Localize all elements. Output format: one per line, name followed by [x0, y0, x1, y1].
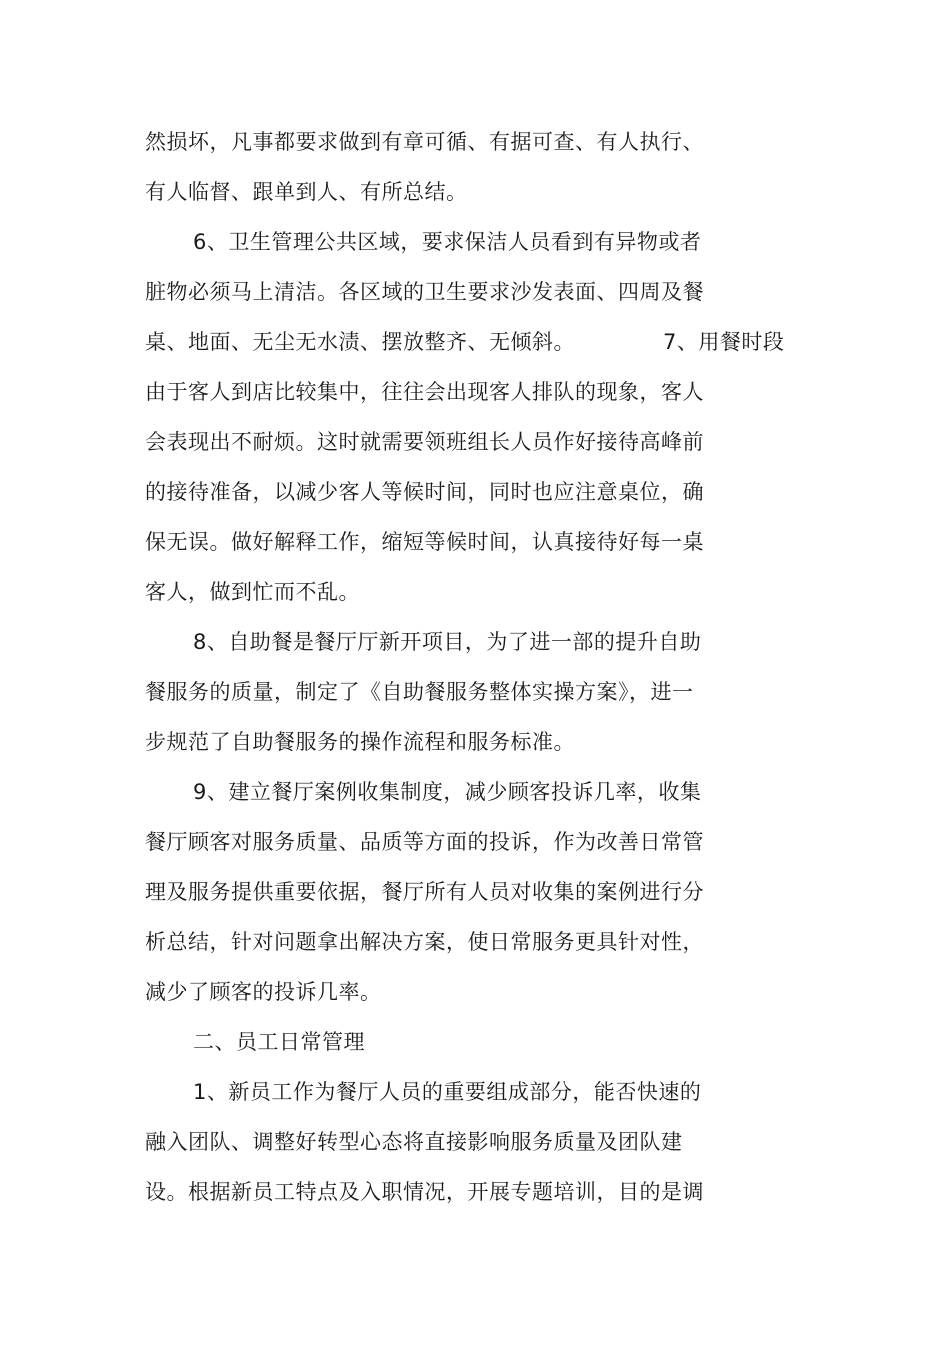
text-line: 客人，做到忙而不乱。 [145, 580, 360, 604]
text-line: 8、自助餐是餐厅厅新开项目，为了进一部的提升自助 [193, 630, 702, 654]
text-line: 7、用餐时段 [663, 330, 785, 354]
text-line: 析总结，针对问题拿出解决方案，使日常服务更具针对性， [145, 930, 704, 954]
text-line: 步规范了自助餐服务的操作流程和服务标准。 [145, 730, 575, 754]
section-heading: 二、员工日常管理 [193, 1030, 365, 1054]
text-line: 餐服务的质量，制定了《自助餐服务整体实操方案》，进一 [145, 680, 694, 704]
text-line: 设。根据新员工特点及入职情况，开展专题培训，目的是调 [145, 1180, 704, 1204]
text-line: 餐厅顾客对服务质量、品质等方面的投诉，作为改善日常管 [145, 830, 704, 854]
text-line: 理及服务提供重要依据，餐厅所有人员对收集的案例进行分 [145, 880, 704, 904]
text-line: 9、建立餐厅案例收集制度，减少顾客投诉几率，收集 [193, 780, 702, 804]
text-line: 减少了顾客的投诉几率。 [145, 980, 382, 1004]
text-line: 脏物必须马上清洁。各区域的卫生要求沙发表面、四周及餐 [145, 280, 704, 304]
text-line: 然损坏，凡事都要求做到有章可循、有据可查、有人执行、 [145, 130, 704, 154]
text-line: 桌、地面、无尘无水渍、摆放整齐、无倾斜。 [145, 330, 575, 354]
text-line: 保无误。做好解释工作，缩短等候时间，认真接待好每一桌 [145, 530, 704, 554]
text-line: 的接待准备，以减少客人等候时间，同时也应注意桌位，确 [145, 480, 704, 504]
text-line: 1、新员工作为餐厅人员的重要组成部分，能否快速的 [193, 1080, 702, 1104]
text-line: 由于客人到店比较集中，往往会出现客人排队的现象，客人 [145, 380, 704, 404]
text-line: 会表现出不耐烦。这时就需要领班组长人员作好接待高峰前 [145, 430, 704, 454]
text-line: 融入团队、调整好转型心态将直接影响服务质量及团队建 [145, 1130, 683, 1154]
text-line: 6、卫生管理公共区域，要求保洁人员看到有异物或者 [193, 230, 702, 254]
text-line: 有人临督、跟单到人、有所总结。 [145, 180, 468, 204]
